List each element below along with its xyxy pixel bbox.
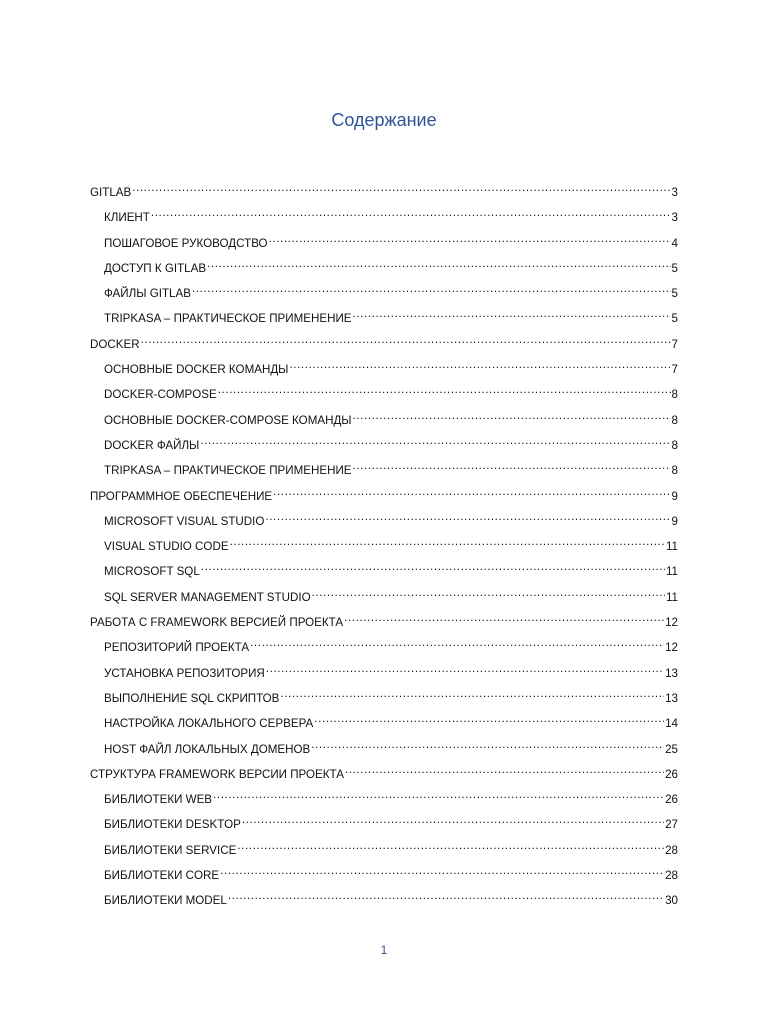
toc-entry-page-number: 13 [665, 691, 678, 705]
toc-entry-page-number: 27 [665, 818, 678, 832]
toc-entry-subsection[interactable] [90, 537, 678, 562]
toc-entry-page-number: 13 [665, 666, 678, 680]
toc-entry-page-number: 14 [665, 717, 678, 731]
toc-entry-subsection[interactable] [90, 790, 678, 815]
toc-dot-leader [250, 639, 664, 651]
toc-entry-page-number: 26 [665, 767, 678, 781]
toc-entry-label: БИБЛИОТЕКИ MODEL [104, 894, 227, 908]
toc-entry-label: ОСНОВНЫЕ DOCKER-COMPOSE КОМАНДЫ [104, 413, 352, 427]
toc-entry-page-number: 12 [665, 641, 678, 655]
toc-entry-label: БИБЛИОТЕКИ SERVICE [104, 843, 237, 857]
toc-entry-subsection[interactable] [90, 309, 678, 334]
toc-entry-page-number: 5 [671, 312, 678, 326]
toc-entry-label: РАБОТА С FRAMEWORK ВЕРСИЕЙ ПРОЕКТА [90, 616, 344, 630]
toc-entry-label: ДОСТУП К GITLAB [104, 261, 207, 275]
toc-entry-subsection[interactable] [90, 815, 678, 840]
toc-entry-page-number: 11 [665, 565, 678, 579]
toc-entry-page-number: 7 [671, 337, 678, 351]
toc-entry-page-number: 8 [671, 388, 678, 402]
toc-entry-label: DOCKER-COMPOSE [104, 388, 217, 402]
toc-entry-label: VISUAL STUDIO CODE [104, 540, 229, 554]
toc-entry-subsection[interactable] [90, 436, 678, 461]
toc-entry-page-number: 30 [665, 894, 678, 908]
toc-entry-page-number: 8 [671, 464, 678, 478]
toc-entry-page-number: 3 [671, 211, 678, 225]
toc-entry-label: ПРОГРАММНОЕ ОБЕСПЕЧЕНИЕ [90, 489, 273, 503]
toc-dot-leader [151, 209, 671, 221]
toc-entry-subsection[interactable] [90, 841, 678, 866]
toc-entry-page-number: 7 [671, 363, 678, 377]
toc-dot-leader [213, 791, 664, 803]
toc-entry-label: УСТАНОВКА РЕПОЗИТОРИЯ [104, 666, 265, 680]
toc-entry-page-number: 9 [671, 489, 678, 503]
toc-entry-subsection[interactable] [90, 259, 678, 284]
toc-dot-leader [228, 892, 664, 904]
toc-entry-subsection[interactable] [90, 714, 678, 739]
toc-entry-subsection[interactable] [90, 866, 678, 891]
toc-entry-label: ВЫПОЛНЕНИЕ SQL СКРИПТОВ [104, 691, 280, 705]
toc-entry-page-number: 8 [671, 438, 678, 452]
toc-entry-section[interactable] [90, 183, 678, 208]
toc-entry-label: MICROSOFT SQL [104, 565, 200, 579]
toc-entry-page-number: 4 [671, 236, 678, 250]
toc-dot-leader [266, 665, 664, 677]
toc-entry-subsection[interactable] [90, 638, 678, 663]
toc-entry-label: БИБЛИОТЕКИ DESKTOP [104, 818, 241, 832]
toc-dot-leader [289, 361, 670, 373]
toc-entry-subsection[interactable] [90, 411, 678, 436]
toc-entry-subsection[interactable] [90, 562, 678, 587]
toc-entry-label: ФАЙЛЫ GITLAB [104, 287, 191, 301]
toc-entry-subsection[interactable] [90, 284, 678, 309]
toc-entry-page-number: 26 [665, 793, 678, 807]
toc-entry-subsection[interactable] [90, 208, 678, 233]
toc-entry-subsection[interactable] [90, 461, 678, 486]
toc-entry-label: СТРУКТУРА FRAMEWORK ВЕРСИИ ПРОЕКТА [90, 767, 344, 781]
toc-dot-leader [141, 336, 671, 348]
toc-entry-label: НАСТРОЙКА ЛОКАЛЬНОГО СЕРВЕРА [104, 717, 314, 731]
toc-entry-label: ОСНОВНЫЕ DOCKER КОМАНДЫ [104, 363, 289, 377]
toc-dot-leader [345, 766, 664, 778]
toc-dot-leader [220, 867, 664, 879]
toc-dot-leader [132, 184, 670, 196]
toc-dot-leader [192, 285, 671, 297]
toc-dot-leader [207, 260, 670, 272]
toc-entry-section[interactable] [90, 487, 678, 512]
toc-entry-label: TRIPKASA – ПРАКТИЧЕСКОЕ ПРИМЕНЕНИЕ [104, 312, 352, 326]
toc-dot-leader [353, 310, 671, 322]
toc-entry-page-number: 12 [665, 616, 678, 630]
toc-entry-page-number: 9 [671, 514, 678, 528]
toc-dot-leader [201, 563, 665, 575]
toc-entry-subsection[interactable] [90, 664, 678, 689]
toc-entry-label: КЛИЕНТ [104, 211, 150, 225]
toc-dot-leader [265, 513, 670, 525]
page-number: 1 [380, 943, 388, 957]
toc-entry-subsection[interactable] [90, 234, 678, 259]
toc-entry-page-number: 11 [665, 590, 678, 604]
toc-dot-leader [200, 437, 670, 449]
toc-dot-leader [242, 816, 664, 828]
toc-entry-subsection[interactable] [90, 385, 678, 410]
toc-entry-page-number: 3 [671, 186, 678, 199]
toc-dot-leader [273, 488, 670, 500]
table-of-contents [90, 183, 678, 917]
toc-entry-subsection[interactable] [90, 360, 678, 385]
toc-entry-subsection[interactable] [90, 689, 678, 714]
toc-dot-leader [344, 614, 664, 626]
toc-dot-leader [237, 842, 664, 854]
toc-entry-label: РЕПОЗИТОРИЙ ПРОЕКТА [104, 641, 250, 655]
toc-entry-label: ПОШАГОВОЕ РУКОВОДСТВО [104, 236, 268, 250]
toc-entry-page-number: 8 [671, 413, 678, 427]
toc-entry-section[interactable] [90, 765, 678, 790]
toc-entry-label: БИБЛИОТЕКИ WEB [104, 793, 213, 807]
toc-title: Содержание [331, 110, 437, 130]
toc-entry-subsection[interactable] [90, 512, 678, 537]
toc-dot-leader [353, 462, 671, 474]
toc-entry-page-number: 28 [665, 869, 678, 883]
toc-entry-page-number: 11 [665, 540, 678, 554]
toc-entry-label: БИБЛИОТЕКИ CORE [104, 869, 220, 883]
toc-entry-label: DOCKER ФАЙЛЫ [104, 438, 200, 452]
toc-entry-label: GITLAB [90, 186, 132, 199]
toc-entry-page-number: 5 [671, 261, 678, 275]
toc-dot-leader [218, 386, 671, 398]
toc-entry-subsection[interactable] [90, 891, 678, 916]
toc-entry-page-number: 5 [671, 287, 678, 301]
toc-entry-label: SQL SERVER MANAGEMENT STUDIO [104, 590, 311, 604]
toc-entry-section[interactable] [90, 613, 678, 638]
toc-entry-page-number: 25 [665, 742, 678, 756]
toc-dot-leader [353, 412, 671, 424]
toc-dot-leader [269, 235, 671, 247]
toc-entry-label: HOST ФАЙЛ ЛОКАЛЬНЫХ ДОМЕНОВ [104, 742, 311, 756]
toc-entry-subsection[interactable] [90, 740, 678, 765]
toc-entry-label: MICROSOFT VISUAL STUDIO [104, 514, 265, 528]
toc-dot-leader [230, 538, 665, 550]
toc-dot-leader [280, 690, 664, 702]
toc-dot-leader [314, 715, 664, 727]
toc-entry-section[interactable] [90, 335, 678, 360]
toc-dot-leader [311, 741, 664, 753]
toc-entry-subsection[interactable] [90, 588, 678, 613]
toc-entry-label: DOCKER [90, 337, 140, 351]
toc-entry-page-number: 28 [665, 843, 678, 857]
toc-entry-label: TRIPKASA – ПРАКТИЧЕСКОЕ ПРИМЕНЕНИЕ [104, 464, 352, 478]
toc-dot-leader [312, 589, 665, 601]
